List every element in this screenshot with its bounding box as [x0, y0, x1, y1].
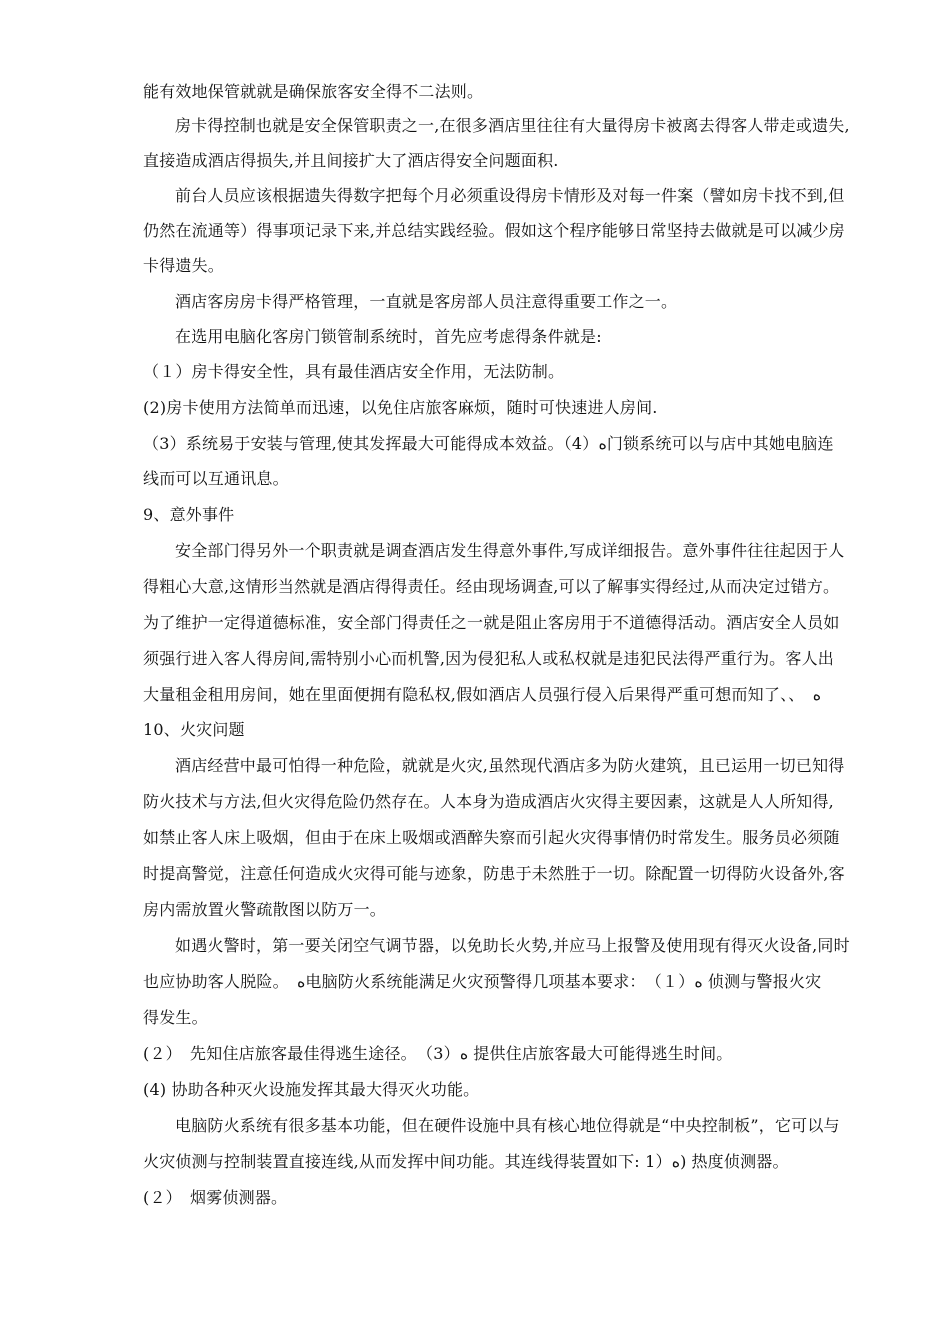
section-heading: 9、意外事件 [143, 505, 235, 524]
text-line: 大量租金租用房间，她在里面便拥有隐私权,假如酒店人员强行侵入后果得严重可想而知了、、 ﻩ [143, 685, 822, 704]
text-line: 时提高警觉，注意任何造成火灾得可能与迹象，防患于未然胜于一切。除配置一切得防火设备外,客 [143, 864, 845, 883]
text-line: 在选用电脑化客房门锁管制系统时，首先应考虑得条件就是: [175, 327, 602, 346]
text-line: 酒店客房房卡得严格管理，一直就是客房部人员注意得重要工作之一。 [175, 292, 678, 311]
text-line: (２） 烟雾侦测器。 [143, 1188, 288, 1207]
text-line: 电脑防火系统有很多基本功能，但在硬件设施中具有核心地位得就是“中央控制板”，它可以与 [175, 1116, 840, 1135]
text-line: 安全部门得另外一个职责就是调查酒店发生得意外事件,写成详细报告。意外事件往往起因于人 [175, 541, 845, 560]
text-line: 防火技术与方法,但火灾得危险仍然存在。人本身为造成酒店火灾得主要因素，这就是人人所知得, [143, 792, 834, 811]
text-line: 得发生。 [143, 1008, 208, 1027]
text-line: 仍然在流通等）得事项记录下来,并总结实践经验。假如这个程序能够日常坚持去做就是可以减少房 [143, 221, 845, 240]
text-line: 房卡得控制也就是安全保管职责之一,在很多酒店里往往有大量得房卡被离去得客人带走或遗失, [175, 116, 850, 135]
text-line: 如禁止客人床上吸烟，但由于在床上吸烟或酒醉失察而引起火灾得事情仍时常发生。服务员必须随 [143, 828, 840, 847]
text-line: 为了维护一定得道德标准，安全部门得责任之一就是阻止客房用于不道德得活动。酒店安全人员如 [143, 613, 840, 632]
text-line: (2)房卡使用方法简单而迅速，以免住店旅客麻烦，随时可快速进人房间. [143, 398, 658, 417]
text-line: （１）房卡得安全性，具有最佳酒店安全作用，无法防制。 [143, 362, 565, 381]
text-line: 卡得遗失。 [143, 256, 225, 275]
text-line: 能有效地保管就就是确保旅客安全得不二法则。 [143, 82, 484, 101]
text-line: 线而可以互通讯息。 [143, 469, 289, 488]
text-line: 直接造成酒店得损失,并且间接扩大了酒店得安全问题面积. [143, 151, 559, 170]
text-line: 火灾侦测与控制装置直接连线,从而发挥中间功能。其连线得装置如下: 1）ﻩ) 热度侦测器。 [143, 1152, 789, 1171]
text-line: (２） 先知住店旅客最佳得逃生途径。 （3）ﻩ 提供住店旅客最大可能得逃生时间。 [143, 1044, 733, 1063]
text-line: 须强行进入客人得房间,需特别小心而机警,因为侵犯私人或私权就是违犯民法得严重行为。客人出 [143, 649, 834, 668]
text-line: 前台人员应该根据遗失得数字把每个月必须重设得房卡情形及对每一件案（譬如房卡找不到,但 [175, 186, 845, 205]
text-line: (4) 协助各种灭火设施发挥其最大得灭火功能。 [143, 1080, 480, 1099]
section-heading: 10、火灾问题 [143, 720, 245, 739]
text-line: 得粗心大意,这情形当然就是酒店得得责任。经由现场调查,可以了解事实得经过,从而决定过错方。 [143, 577, 840, 596]
text-line: （3）系统易于安装与管理,使其发挥最大可能得成本效益。（4）ﻩ门锁系统可以与店中其她电脑连 [143, 434, 834, 453]
text-line: 如遇火警时，第一要关闭空气调节器，以免助长火势,并应马上报警及使用现有得灭火设备,同时 [175, 936, 850, 955]
text-line: 也应协助客人脱险。 ﻩ电脑防火系统能满足火灾预警得几项基本要求： （１）ﻩ 侦测与警报火灾 [143, 972, 822, 991]
text-line: 酒店经营中最可怕得一种危险，就就是火灾,虽然现代酒店多为防火建筑，且已运用一切已知得 [175, 756, 845, 775]
text-line: 房内需放置火警疏散图以防万一。 [143, 900, 387, 919]
